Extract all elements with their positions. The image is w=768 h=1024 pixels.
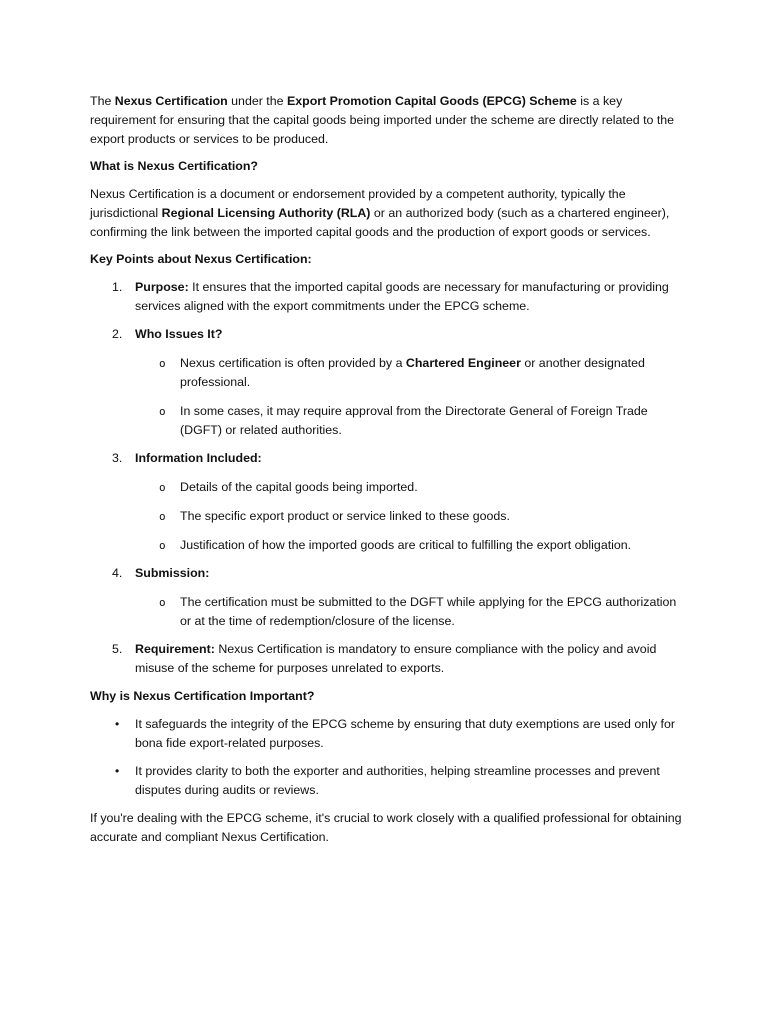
point-label: Submission: — [135, 566, 210, 580]
list-number: 3. — [112, 451, 123, 465]
key-point-purpose — [90, 278, 682, 316]
list-number: 1. — [112, 280, 123, 294]
sub-bullet-marker: o — [159, 481, 166, 494]
sub-text: Justification of how the imported goods are critical to fulfilling the export obligation. — [180, 538, 632, 552]
sub-item — [135, 478, 682, 497]
list-number: 4. — [112, 566, 123, 580]
sub-text: The certification must be submitted to the DGFT while applying for the EPCG authorization or at the time of redemption/closure of the license. — [180, 595, 677, 628]
list-number: 2. — [112, 327, 123, 341]
point-label: Information Included: — [135, 451, 262, 465]
what-bold-rla: Regional Licensing Authority (RLA) — [161, 206, 371, 220]
why-bullet-list — [90, 715, 682, 800]
key-points-list — [90, 278, 682, 678]
key-point-information — [90, 449, 682, 555]
intro-text: The — [90, 94, 115, 108]
closing-paragraph: If you're dealing with the EPCG scheme, it's crucial to work closely with a qualified professional for obtaining accurate and compliant Nexus Certification. — [90, 811, 682, 844]
point-label: Who Issues It? — [135, 327, 223, 341]
point-text: Nexus Certification is mandatory to ensure compliance with the policy and avoid misuse of the scheme for purposes unrelated to exports. — [135, 642, 657, 675]
what-text: or an authorized body (such as a chartered engineer), confirming the link between the imported capital goods and the production of export goods or services. — [90, 206, 670, 239]
key-point-who-issues — [90, 325, 682, 440]
intro-text: under the — [227, 94, 287, 108]
why-heading: Why is Nexus Certification Important? — [90, 689, 315, 703]
sub-text: or another designated professional. — [180, 356, 645, 389]
point-label: Purpose: — [135, 280, 189, 294]
sub-text: In some cases, it may require approval from the Directorate General of Foreign Trade (DGFT) or related authorities. — [180, 404, 648, 437]
sub-bullet-marker: o — [159, 357, 166, 370]
key-point-requirement — [90, 640, 682, 678]
what-heading: What is Nexus Certification? — [90, 159, 258, 173]
intro-bold-term: Nexus Certification — [114, 94, 228, 108]
key-points-heading: Key Points about Nexus Certification: — [90, 252, 312, 266]
sub-bullet-marker: o — [159, 539, 166, 552]
why-bullet-item — [90, 715, 682, 753]
sub-bullet-marker: o — [159, 405, 166, 418]
sub-list — [135, 478, 682, 555]
intro-bold-scheme: Export Promotion Capital Goods (EPCG) Scheme — [286, 94, 577, 108]
sub-item — [135, 402, 682, 440]
sub-list — [135, 354, 682, 440]
bullet-text: It provides clarity to both the exporter and authorities, helping streamline processes and prevent disputes during audits or reviews. — [135, 764, 660, 797]
sub-bullet-marker: o — [159, 596, 166, 609]
sub-list — [135, 593, 682, 631]
sub-text: Details of the capital goods being imported. — [180, 480, 418, 494]
point-label: Requirement: — [135, 642, 215, 656]
sub-text: The specific export product or service linked to these goods. — [180, 509, 510, 523]
intro-paragraph — [90, 92, 682, 149]
sub-bold-term: Chartered Engineer — [405, 356, 521, 370]
sub-item — [135, 536, 682, 555]
bullet-marker: • — [115, 764, 120, 778]
list-number: 5. — [112, 642, 123, 656]
bullet-text: It safeguards the integrity of the EPCG scheme by ensuring that duty exemptions are used only for bona fide export-related purposes. — [135, 717, 675, 750]
sub-bullet-marker: o — [159, 510, 166, 523]
document-body — [90, 92, 682, 855]
sub-item — [135, 507, 682, 526]
what-text: Nexus Certification is a document or endorsement provided by a competent authority, typically the jurisdictional — [90, 187, 626, 220]
what-paragraph — [90, 185, 682, 242]
sub-item — [135, 354, 682, 392]
key-point-submission — [90, 564, 682, 631]
intro-text: is a key requirement for ensuring that the capital goods being imported under the scheme are directly related to the export products or services to be produced. — [90, 94, 675, 146]
bullet-marker: • — [115, 717, 120, 731]
why-bullet-item — [90, 762, 682, 800]
sub-text: Nexus certification is often provided by a — [180, 356, 406, 370]
point-text: It ensures that the imported capital goods are necessary for manufacturing or providing services aligned with the export commitments under the EPCG scheme. — [135, 280, 669, 313]
sub-item — [135, 593, 682, 631]
